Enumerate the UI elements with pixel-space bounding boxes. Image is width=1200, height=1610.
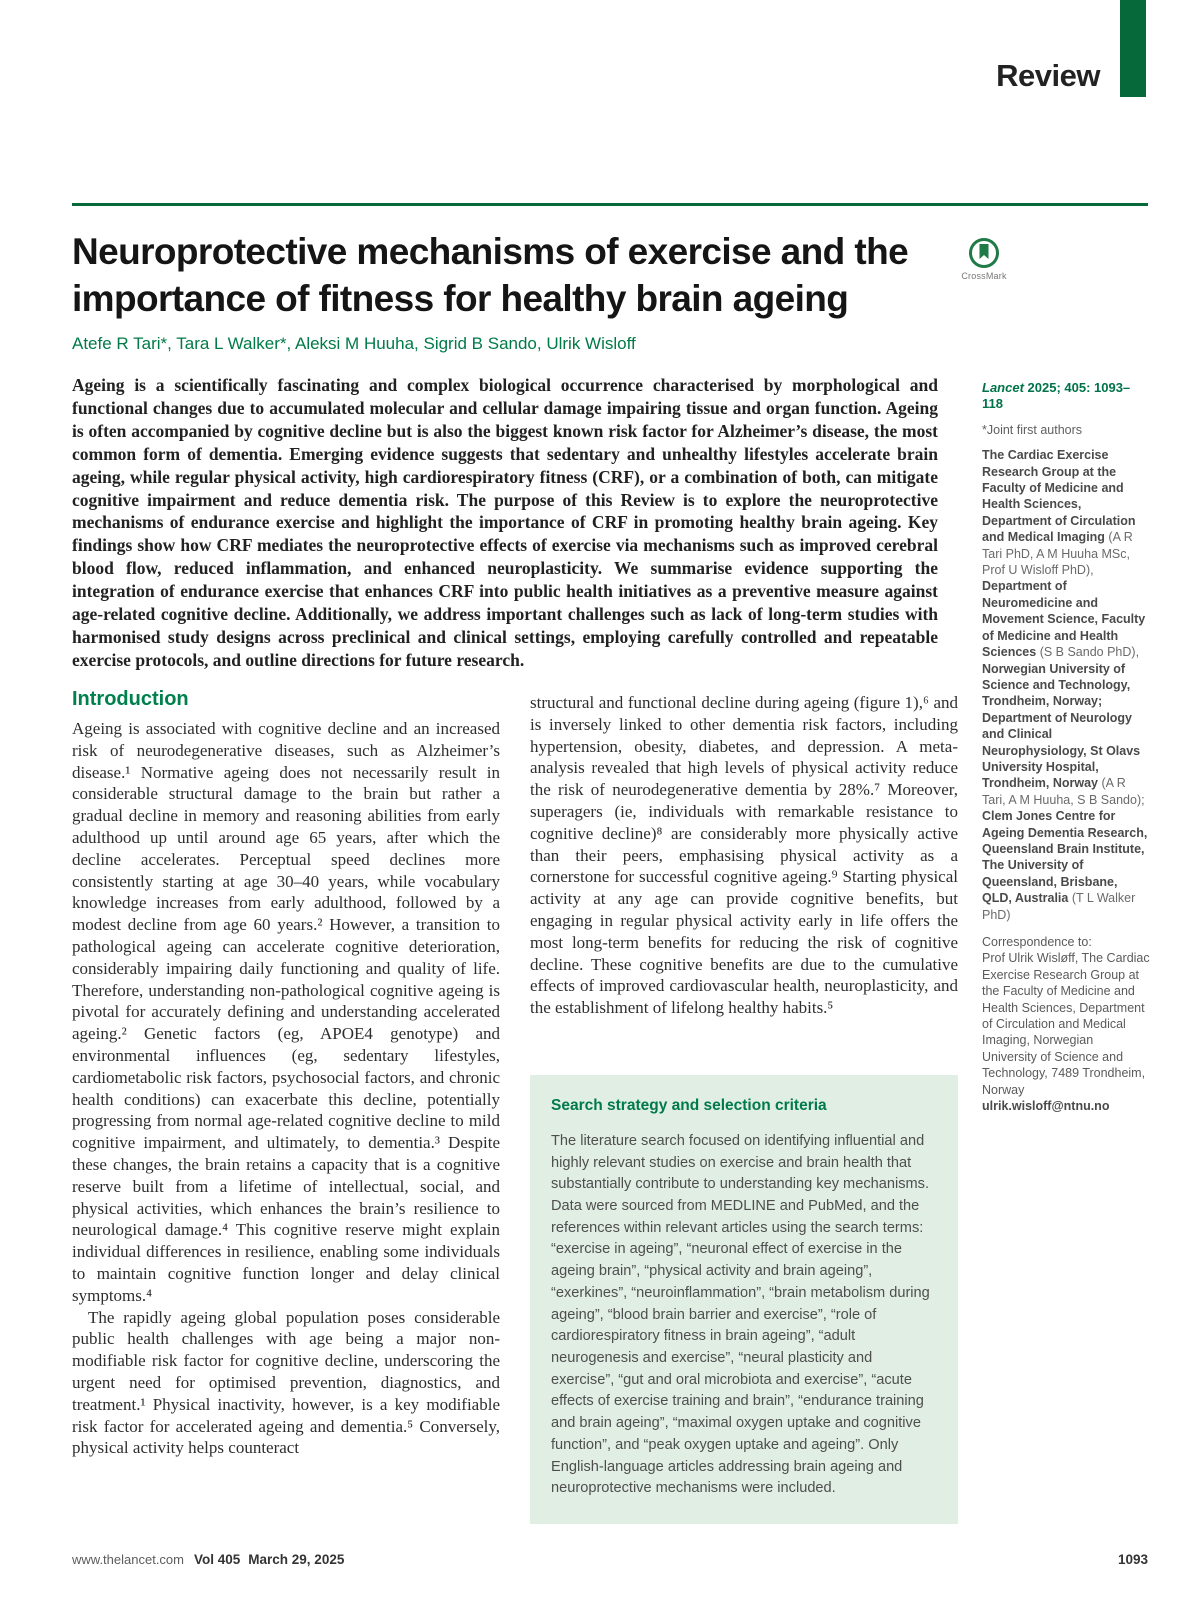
crossmark-icon: [969, 238, 999, 268]
footer-volume: Vol 405: [194, 1552, 241, 1567]
affiliations-block: The Cardiac Exercise Research Group at the Faculty of Medicine and Health Sciences, Department of Circulation and Medical Imaging (A R Tari PhD, A M Huuha MSc, Prof U Wisloff PhD), Department of Neuromedicine and Movement Science, Faculty of Medicine and Health Sciences (S B Sando PhD), Norwegian University of Science and Technology, Trondheim, Norway; Department of Neurology and Clinical Neurophysiology, St Olavs University Hospital, Trondheim, Norway (A R Tari, A M Huuha, S B Sando); Clem Jones Centre for Ageing Dementia Research, Queensland Brain Institute, The University of Queensland, Brisbane, QLD, Australia (T L Walker PhD): [982, 448, 1148, 922]
body-column-right: [530, 688, 958, 1524]
correspondence-label: Correspondence to:: [982, 935, 1092, 949]
abstract-paragraph: Ageing is a scientifically fascinating and complex biological occurrence characterised by morphological and functional changes due to accumulated molecular and cellular damage impairing tissue and organ function. Ageing is often accompanied by cognitive decline but is also the biggest known risk factor for Alzheimer’s disease, the most common form of dementia. Emerging evidence suggests that sedentary and unhealthy lifestyles accelerate brain ageing, while regular physical activity, high cardiorespiratory fitness (CRF), or a combination of both, can mitigate cognitive impairment and reduce dementia risk. The purpose of this Review is to explore the neuroprotective mechanisms of endurance exercise and highlight the importance of CRF in promoting healthy brain ageing. Key findings show how CRF mediates the neuroprotective effects of exercise via mechanisms such as improved cerebral blood flow, reduced inflammation, and enhanced neuroplasticity. We summarise evidence supporting the integration of endurance exercise that enhances CRF into public health initiatives as a preventive measure against age-related cognitive decline. Additionally, we address important challenges such as lack of long-term studies with harmonised study designs across preclinical and clinical settings, employing carefully controlled and repeatable exercise protocols, and outline directions for future research.: [72, 375, 938, 670]
article-title: Neuroprotective mechanisms of exercise and the importance of fitness for healthy brain ageing: [72, 231, 909, 319]
section-kicker: Review: [996, 58, 1100, 93]
authors-line: Atefe R Tari*, Tara L Walker*, Aleksi M Huuha, Sigrid B Sando, Ulrik Wisloff: [72, 334, 636, 353]
footer-date: March 29, 2025: [248, 1552, 345, 1567]
footer-left: [72, 1551, 344, 1569]
introduction-paragraph-2: The rapidly ageing global population poses considerable public health challenges with age being a major non-modifiable risk factor for cognitive decline, underscoring the urgent need for optimised prevention, diagnostics, and treatment.¹ Physical inactivity, however, is a key modifiable risk factor for accelerated ageing and dementia.⁵ Conversely, physical activity helps counteract: [72, 1307, 500, 1458]
joint-authors-note: *Joint first authors: [982, 422, 1083, 437]
crossmark-label: CrossMark: [961, 271, 1007, 281]
citation-journal: Lancet: [982, 380, 1024, 395]
correspondence-block: [982, 934, 1150, 1114]
page-footer: [72, 1551, 1148, 1569]
correspondence-address: Prof Ulrik Wisløff, The Cardiac Exercise Research Group at the Faculty of Medicine and Health Sciences, Department of Circulation and Medical Imaging, Norwegian University of Science and Technology, 7489 Trondheim, Norway: [982, 951, 1150, 1097]
crossmark-badge[interactable]: [948, 238, 1020, 281]
search-strategy-title: Search strategy and selection criteria: [551, 1096, 827, 1114]
search-strategy-panel: [530, 1075, 958, 1524]
search-strategy-body: The literature search focused on identifying influential and highly relevant studies on exercise and brain health that substantially contribute to understanding key mechanisms. Data were sourced from MEDLINE and PubMed, and the references within relevant articles using the search terms: “exercise in ageing”, “neuronal effect of exercise in the ageing brain”, “physical activity and brain ageing”, “exerkines”, “neuroinflammation”, “brain metabolism during ageing”, “blood brain barrier and exercise”, “role of cardiorespiratory fitness in brain ageing”, “adult neurogenesis and exercise”, “neural plasticity and exercise”, “gut and oral microbiota and exercise”, “acute effects of exercise training and brain”, “endurance training and brain ageing”, “maximal oxygen uptake and cognitive function”, and “peak oxygen uptake and ageing”. Only English-language articles addressing brain ageing and neuroprotective mechanisms were included.: [551, 1132, 930, 1497]
citation-details: 2025; 405: 1093–118: [982, 380, 1131, 412]
sidebar-metadata: [982, 380, 1150, 1114]
introduction-paragraph-1: Ageing is associated with cognitive decline and an increased risk of neurodegenerative diseases, such as Alzheimer’s disease.¹ Normative ageing does not necessarily result in considerable structural damage to the brain but rather a gradual decline in memory and reasoning abilities from early adulthood up until around age 65 years, after which the decline accelerates. Perceptual speed declines more consistently starting at age 30–40 years, while vocabulary knowledge increases from early adulthood, followed by a modest decline from age 60 years.² However, a transition to pathological ageing can accelerate cognitive deterioration, considerably impairing daily functioning and quality of life. Therefore, understanding non-pathological cognitive ageing is pivotal for accurately defining and understanding accelerated ageing.² Genetic factors (eg, APOE4 genotype) and environmental influences (eg, sedentary lifestyles, cardiometabolic risk factors, psychosocial factors, and chronic health conditions) can exacerbate this decline, potentially progressing from normal age-related cognitive decline to mild cognitive impairment, and ultimately, to dementia.³ Despite these changes, the brain retains a capacity that is a cognitive reserve built from a lifetime of intellectual, social, and physical activities, which enhances the brain’s resilience to neurological damage.⁴ This cognitive reserve might explain individual differences in resilience, enabling some individuals to maintain cognitive function longer and delay clinical symptoms.⁴: [72, 719, 500, 1305]
body-columns: [72, 688, 958, 1524]
correspondence-email-link[interactable]: ulrik.wisloff@ntnu.no: [982, 1099, 1110, 1114]
section-color-bar: [1120, 0, 1146, 97]
introduction-paragraph-3: structural and functional decline during ageing (figure 1),⁶ and is inversely linked to other dementia risk factors, including hypertension, obesity, diabetes, and depression. A meta-analysis revealed that high levels of physical activity reduce the risk of neurodegenerative dementia by 28%.⁷ Moreover, superagers (ie, individuals with remarkable resistance to cognitive decline)⁸ are considerably more physically active than their peers, emphasising physical activity as a cornerstone for successful cognitive ageing.⁹ Starting physical activity at any age can provide cognitive benefits, but engaging in regular physical activity early in life offers the most long-term benefits for reducing the risk of cognitive decline. These cognitive benefits are due to the cumulative effects of improved cardiovascular health, neuroplasticity, and the establishment of lifelong healthy habits.⁵: [530, 693, 958, 1018]
body-column-left: [72, 688, 500, 1524]
citation-line: [982, 380, 1150, 413]
header-rule: [72, 203, 1148, 206]
footer-page-number: 1093: [1117, 1552, 1148, 1567]
footer-site-url: www.thelancet.com: [72, 1552, 184, 1567]
introduction-heading: Introduction: [72, 688, 189, 710]
